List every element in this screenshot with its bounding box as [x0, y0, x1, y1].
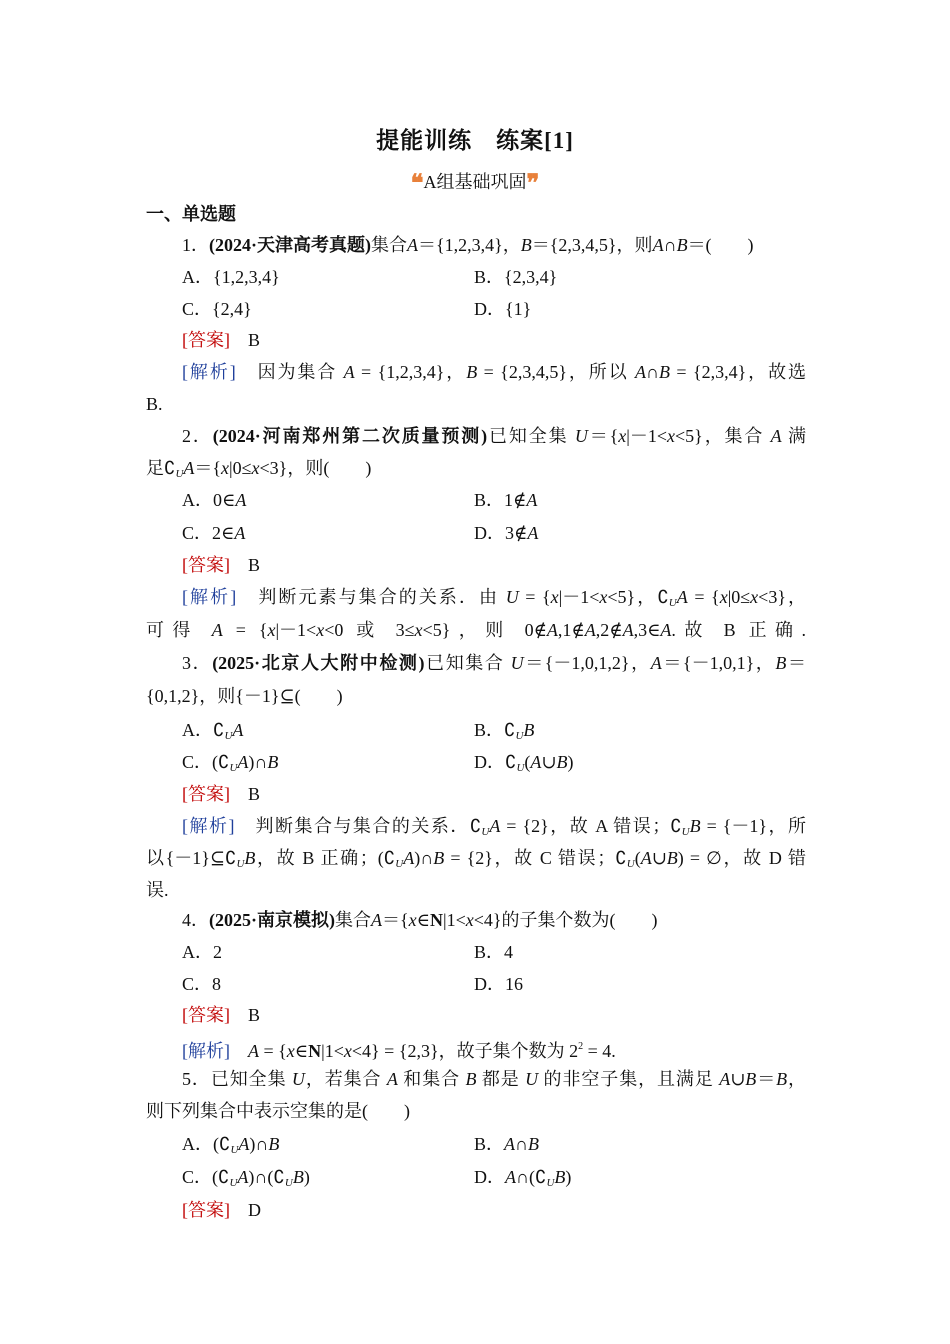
- question-1-stem: 1．(2024·天津高考真题)集合A＝{1,2,3,4}，B＝{2,3,4,5}，则A∩B＝( ): [182, 235, 754, 255]
- question-5-answer: [答案] D: [182, 1200, 261, 1220]
- question-3-stem-line-1: 3．(2025·北京人大附中检测)已知集合 U＝{－1,0,1,2}，A＝{－1,0,1}，B＝: [182, 653, 806, 673]
- question-1-analysis-line-2: B.: [146, 394, 163, 414]
- question-3-analysis-line-3: 误.: [146, 880, 169, 900]
- question-2-option-b: B．1∉A: [474, 490, 538, 510]
- question-4-analysis-line-1: [解析] A = {x∈N|1<x<4} = {2,3}，故子集个数为 $2^2 = 4$.: [182, 1041, 616, 1061]
- group-heading: [0, 168, 950, 196]
- question-3-option-b: B．$∁_UB$: [474, 720, 535, 742]
- question-5-stem-line-1: 5．已知全集 U，若集合 A 和集合 B 都是 U 的非空子集，且满足 A∪B＝B，: [182, 1069, 807, 1089]
- question-1-analysis-line-1: [解析] 因为集合 A = {1,2,3,4}，B = {2,3,4,5}，所以 A∩B = {2,3,4}，故选: [182, 362, 807, 382]
- question-1-option-d: D．{1}: [474, 299, 532, 319]
- quote-close-icon: ❞: [526, 171, 540, 197]
- question-4-option-b: B．4: [474, 942, 514, 962]
- question-2-option-a: A．0∈A: [182, 490, 247, 510]
- question-1-option-c: C．{2,4}: [182, 299, 252, 319]
- question-5-option-a: A．$(∁_UA)\cap B$: [182, 1134, 280, 1156]
- question-4-option-d: D．16: [474, 974, 523, 994]
- question-1-option-b: B．{2,3,4}: [474, 267, 558, 287]
- question-2-option-d: D．3∉A: [474, 523, 539, 543]
- question-3-stem-line-2: {0,1,2}，则{－1}⊆( ): [146, 686, 343, 706]
- question-1-option-a: A．{1,2,3,4}: [182, 267, 280, 287]
- question-3-option-c: C．$(∁_UA)\cap B$: [182, 752, 279, 774]
- question-4-option-c: C．8: [182, 974, 222, 994]
- question-4-stem: 4．(2025·南京模拟)集合A＝{x∈N|1<x<4}的子集个数为( ): [182, 910, 658, 930]
- question-3-answer: [答案] B: [182, 784, 261, 804]
- quote-open-icon: ❝: [410, 171, 424, 197]
- question-3-option-d: D．$∁_U(A\cup B)$: [474, 752, 574, 774]
- question-1-answer: [答案] B: [182, 330, 261, 350]
- question-5-option-b: B．A∩B: [474, 1134, 540, 1154]
- page-title: 提能训练 练案[1]: [376, 128, 574, 153]
- question-2-stem-line-2: 足$∁_UA=\{x|0\le x<3\}$，则( ): [146, 458, 372, 480]
- question-3-option-a: A．$∁_UA$: [182, 720, 244, 742]
- question-5-stem-line-2: 则下列集合中表示空集的是( ): [146, 1101, 410, 1121]
- question-3-analysis-line-1: [解析] 判断集合与集合的关系．$∁_UA = \{2\}$，故 A 错误；$∁_UB = \{-1\}$，所: [182, 816, 807, 838]
- question-3-analysis-line-2: 以$\{-1\}⊆∁_UB$，故 B 正确；$(∁_UA)\cap B = \{2\}$，故 C 错误；$∁_U(A\cup B)$ = ∅，故 D 错: [146, 848, 806, 870]
- question-2-answer: [答案] B: [182, 555, 261, 575]
- question-4-option-a: A．2: [182, 942, 222, 962]
- question-5-option-c: C．$(∁_UA)\cap(∁_UB)$: [182, 1167, 310, 1189]
- question-2-analysis-line-1: [解析] 判断元素与集合的关系．由 U = {x|－1<x<5}，$∁_UA = \{x|0\le x<3\}$，: [182, 587, 807, 609]
- section-heading: 一、单选题: [146, 204, 236, 224]
- question-2-stem-line-1: 2．(2024·河南郑州第二次质量预测)已知全集 U＝{x|－1<x<5}，集合 A 满: [182, 426, 807, 446]
- question-5-option-d: D．$A\cap(∁_UB)$: [474, 1167, 572, 1189]
- question-2-analysis-line-2: 可得 A = {x|－1<x<0 或 3≤x<5}，则 0∉A,1∉A,2∉A,3∈A.故 B 正确.: [146, 620, 806, 640]
- question-4-answer: [答案] B: [182, 1005, 261, 1025]
- group-label: A组基础巩固: [423, 172, 527, 192]
- question-2-option-c: C．2∈A: [182, 523, 246, 543]
